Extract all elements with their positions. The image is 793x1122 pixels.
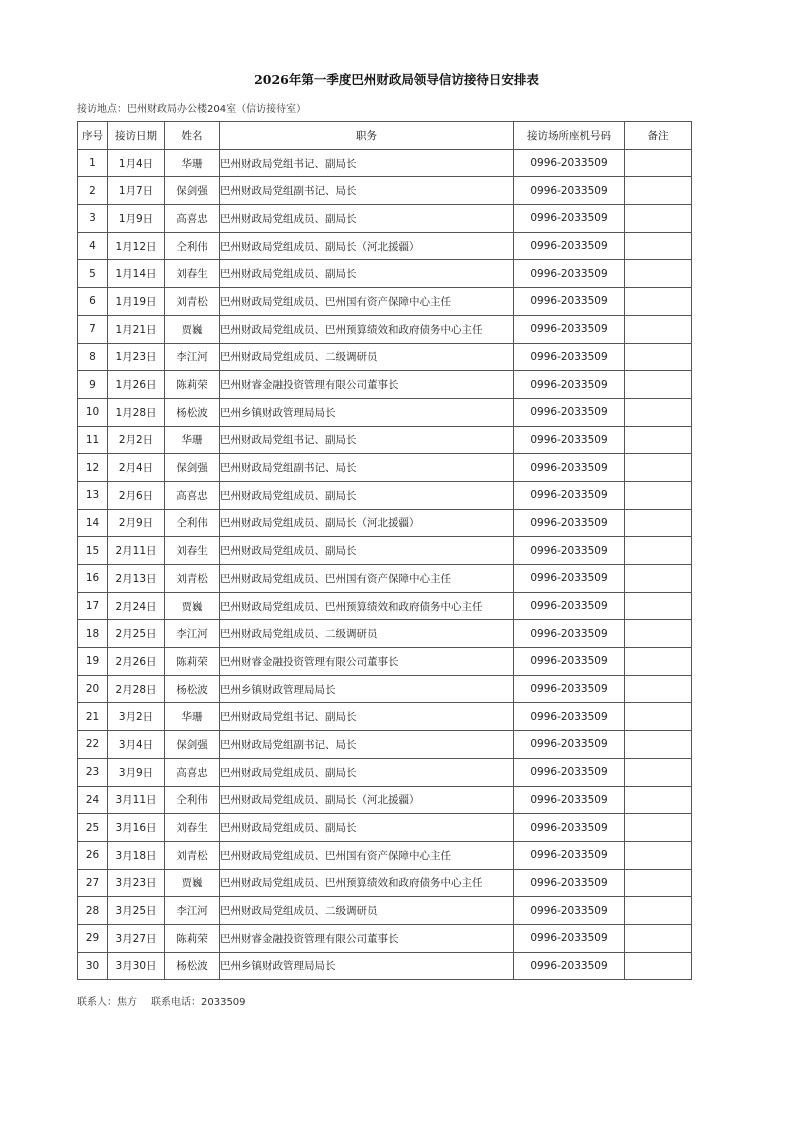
cell-date: 1月19日 [108, 288, 165, 316]
cell-phone: 0996-2033509 [514, 675, 625, 703]
table-row [78, 841, 692, 869]
cell-notes [625, 592, 692, 620]
cell-notes [625, 177, 692, 205]
table-row [78, 288, 692, 316]
cell-seq: 8 [78, 343, 108, 371]
cell-name: 仝利伟 [165, 509, 220, 537]
cell-notes [625, 952, 692, 980]
cell-phone: 0996-2033509 [514, 315, 625, 343]
cell-name: 高喜忠 [165, 758, 220, 786]
reception-schedule-table [77, 121, 692, 980]
cell-date: 1月14日 [108, 260, 165, 288]
cell-notes [625, 371, 692, 399]
cell-phone: 0996-2033509 [514, 343, 625, 371]
cell-date: 2月9日 [108, 509, 165, 537]
cell-phone: 0996-2033509 [514, 620, 625, 648]
cell-phone: 0996-2033509 [514, 509, 625, 537]
cell-date: 1月21日 [108, 315, 165, 343]
table-row [78, 232, 692, 260]
cell-name: 保剑强 [165, 454, 220, 482]
cell-seq: 28 [78, 897, 108, 925]
cell-notes [625, 260, 692, 288]
cell-date: 3月9日 [108, 758, 165, 786]
cell-notes [625, 232, 692, 260]
cell-phone: 0996-2033509 [514, 758, 625, 786]
cell-notes [625, 814, 692, 842]
cell-phone: 0996-2033509 [514, 841, 625, 869]
cell-seq: 23 [78, 758, 108, 786]
contact-person: 联系人：焦方 [77, 997, 137, 1008]
table-row [78, 149, 692, 177]
cell-position: 巴州财政局党组成员、副局长（河北援疆） [220, 509, 514, 537]
cell-seq: 2 [78, 177, 108, 205]
cell-name: 刘春生 [165, 537, 220, 565]
cell-position: 巴州财睿金融投资管理有限公司董事长 [220, 371, 514, 399]
cell-position: 巴州财政局党组成员、二级调研员 [220, 897, 514, 925]
cell-phone: 0996-2033509 [514, 786, 625, 814]
cell-date: 1月12日 [108, 232, 165, 260]
cell-seq: 14 [78, 509, 108, 537]
table-row [78, 260, 692, 288]
cell-notes [625, 648, 692, 676]
cell-name: 陈莉荣 [165, 924, 220, 952]
column-header-position: 职务 [220, 122, 514, 150]
cell-date: 3月16日 [108, 814, 165, 842]
cell-name: 仝利伟 [165, 232, 220, 260]
cell-seq: 11 [78, 426, 108, 454]
cell-date: 1月28日 [108, 398, 165, 426]
cell-name: 李江河 [165, 620, 220, 648]
table-row [78, 481, 692, 509]
column-header-date: 接访日期 [108, 122, 165, 150]
table-row [78, 786, 692, 814]
cell-notes [625, 675, 692, 703]
table-row [78, 924, 692, 952]
cell-position: 巴州财政局党组成员、副局长 [220, 481, 514, 509]
table-row [78, 814, 692, 842]
table-row [78, 177, 692, 205]
table-row [78, 897, 692, 925]
cell-notes [625, 481, 692, 509]
cell-position: 巴州乡镇财政管理局局长 [220, 398, 514, 426]
cell-seq: 6 [78, 288, 108, 316]
cell-seq: 24 [78, 786, 108, 814]
cell-name: 高喜忠 [165, 205, 220, 233]
table-row [78, 371, 692, 399]
table-row [78, 592, 692, 620]
cell-phone: 0996-2033509 [514, 454, 625, 482]
cell-name: 陈莉荣 [165, 648, 220, 676]
cell-phone: 0996-2033509 [514, 703, 625, 731]
cell-name: 保剑强 [165, 177, 220, 205]
cell-date: 2月11日 [108, 537, 165, 565]
cell-phone: 0996-2033509 [514, 398, 625, 426]
column-header-name: 姓名 [165, 122, 220, 150]
cell-notes [625, 897, 692, 925]
table-row [78, 315, 692, 343]
table-row [78, 758, 692, 786]
cell-position: 巴州乡镇财政管理局局长 [220, 675, 514, 703]
cell-seq: 16 [78, 565, 108, 593]
cell-name: 华珊 [165, 426, 220, 454]
cell-date: 3月27日 [108, 924, 165, 952]
cell-name: 贾巍 [165, 315, 220, 343]
cell-phone: 0996-2033509 [514, 288, 625, 316]
cell-position: 巴州财政局党组成员、副局长（河北援疆） [220, 786, 514, 814]
cell-name: 杨松波 [165, 398, 220, 426]
cell-date: 1月23日 [108, 343, 165, 371]
cell-phone: 0996-2033509 [514, 648, 625, 676]
cell-seq: 20 [78, 675, 108, 703]
cell-position: 巴州财政局党组成员、巴州预算绩效和政府债务中心主任 [220, 869, 514, 897]
page-title: 2026年第一季度巴州财政局领导信访接待日安排表 [254, 72, 539, 87]
cell-seq: 18 [78, 620, 108, 648]
cell-position: 巴州财政局党组成员、巴州国有资产保障中心主任 [220, 288, 514, 316]
cell-seq: 1 [78, 149, 108, 177]
cell-position: 巴州财政局党组书记、副局长 [220, 426, 514, 454]
cell-notes [625, 620, 692, 648]
table-row [78, 675, 692, 703]
cell-date: 3月11日 [108, 786, 165, 814]
cell-seq: 27 [78, 869, 108, 897]
cell-notes [625, 537, 692, 565]
cell-position: 巴州财政局党组副书记、局长 [220, 177, 514, 205]
cell-name: 刘青松 [165, 288, 220, 316]
cell-seq: 10 [78, 398, 108, 426]
cell-seq: 22 [78, 731, 108, 759]
cell-position: 巴州财政局党组副书记、局长 [220, 731, 514, 759]
cell-notes [625, 149, 692, 177]
cell-name: 刘青松 [165, 841, 220, 869]
cell-name: 李江河 [165, 343, 220, 371]
cell-notes [625, 731, 692, 759]
cell-name: 华珊 [165, 703, 220, 731]
cell-position: 巴州财政局党组成员、巴州预算绩效和政府债务中心主任 [220, 592, 514, 620]
reception-location: 接访地点：巴州财政局办公楼204室（信访接待室） [77, 104, 307, 115]
cell-notes [625, 398, 692, 426]
cell-name: 李江河 [165, 897, 220, 925]
cell-seq: 4 [78, 232, 108, 260]
column-header-seq: 序号 [78, 122, 108, 150]
cell-seq: 26 [78, 841, 108, 869]
table-header-row [78, 122, 692, 150]
cell-notes [625, 565, 692, 593]
cell-name: 刘春生 [165, 814, 220, 842]
cell-phone: 0996-2033509 [514, 897, 625, 925]
table-row [78, 426, 692, 454]
cell-seq: 17 [78, 592, 108, 620]
cell-name: 华珊 [165, 149, 220, 177]
cell-notes [625, 758, 692, 786]
table-body [78, 149, 692, 980]
cell-phone: 0996-2033509 [514, 481, 625, 509]
cell-seq: 30 [78, 952, 108, 980]
cell-phone: 0996-2033509 [514, 232, 625, 260]
cell-date: 1月9日 [108, 205, 165, 233]
cell-phone: 0996-2033509 [514, 537, 625, 565]
cell-notes [625, 288, 692, 316]
cell-seq: 15 [78, 537, 108, 565]
table-row [78, 398, 692, 426]
cell-seq: 7 [78, 315, 108, 343]
cell-date: 2月2日 [108, 426, 165, 454]
cell-notes [625, 869, 692, 897]
table-row [78, 648, 692, 676]
cell-position: 巴州财睿金融投资管理有限公司董事长 [220, 648, 514, 676]
cell-phone: 0996-2033509 [514, 205, 625, 233]
cell-date: 2月4日 [108, 454, 165, 482]
table-row [78, 703, 692, 731]
cell-date: 3月23日 [108, 869, 165, 897]
cell-date: 2月26日 [108, 648, 165, 676]
cell-name: 贾巍 [165, 592, 220, 620]
cell-notes [625, 703, 692, 731]
cell-notes [625, 315, 692, 343]
contact-footer [77, 993, 246, 1008]
cell-phone: 0996-2033509 [514, 371, 625, 399]
cell-phone: 0996-2033509 [514, 565, 625, 593]
table-row [78, 454, 692, 482]
cell-date: 2月28日 [108, 675, 165, 703]
cell-seq: 3 [78, 205, 108, 233]
cell-name: 贾巍 [165, 869, 220, 897]
contact-phone: 联系电话：2033509 [151, 997, 246, 1008]
table-row [78, 952, 692, 980]
cell-position: 巴州财政局党组成员、巴州预算绩效和政府债务中心主任 [220, 315, 514, 343]
cell-seq: 9 [78, 371, 108, 399]
cell-name: 陈莉荣 [165, 371, 220, 399]
cell-phone: 0996-2033509 [514, 952, 625, 980]
cell-name: 仝利伟 [165, 786, 220, 814]
column-header-notes: 备注 [625, 122, 692, 150]
table-row [78, 565, 692, 593]
cell-name: 杨松波 [165, 952, 220, 980]
cell-phone: 0996-2033509 [514, 177, 625, 205]
cell-notes [625, 509, 692, 537]
cell-position: 巴州财政局党组成员、副局长 [220, 205, 514, 233]
cell-date: 3月18日 [108, 841, 165, 869]
cell-notes [625, 426, 692, 454]
table-row [78, 509, 692, 537]
cell-position: 巴州财政局党组成员、副局长 [220, 537, 514, 565]
cell-name: 刘青松 [165, 565, 220, 593]
cell-date: 3月30日 [108, 952, 165, 980]
cell-phone: 0996-2033509 [514, 149, 625, 177]
cell-seq: 5 [78, 260, 108, 288]
cell-notes [625, 205, 692, 233]
cell-position: 巴州财政局党组成员、巴州国有资产保障中心主任 [220, 565, 514, 593]
cell-date: 2月13日 [108, 565, 165, 593]
cell-notes [625, 841, 692, 869]
cell-seq: 12 [78, 454, 108, 482]
cell-phone: 0996-2033509 [514, 869, 625, 897]
cell-name: 杨松波 [165, 675, 220, 703]
cell-phone: 0996-2033509 [514, 426, 625, 454]
cell-date: 1月7日 [108, 177, 165, 205]
cell-seq: 13 [78, 481, 108, 509]
cell-seq: 21 [78, 703, 108, 731]
table-row [78, 869, 692, 897]
cell-notes [625, 343, 692, 371]
table-row [78, 343, 692, 371]
cell-notes [625, 786, 692, 814]
cell-date: 2月24日 [108, 592, 165, 620]
table-row [78, 205, 692, 233]
cell-phone: 0996-2033509 [514, 814, 625, 842]
cell-date: 2月25日 [108, 620, 165, 648]
cell-seq: 25 [78, 814, 108, 842]
cell-position: 巴州财政局党组成员、二级调研员 [220, 620, 514, 648]
cell-position: 巴州乡镇财政管理局局长 [220, 952, 514, 980]
cell-position: 巴州财政局党组书记、副局长 [220, 703, 514, 731]
table-row [78, 731, 692, 759]
cell-position: 巴州财政局党组副书记、局长 [220, 454, 514, 482]
cell-phone: 0996-2033509 [514, 924, 625, 952]
cell-date: 3月25日 [108, 897, 165, 925]
cell-seq: 29 [78, 924, 108, 952]
cell-position: 巴州财政局党组成员、副局长 [220, 814, 514, 842]
cell-position: 巴州财政局党组成员、副局长 [220, 260, 514, 288]
column-header-phone: 接访场所座机号码 [514, 122, 625, 150]
cell-phone: 0996-2033509 [514, 260, 625, 288]
cell-notes [625, 454, 692, 482]
cell-date: 1月4日 [108, 149, 165, 177]
table-row [78, 620, 692, 648]
cell-name: 刘春生 [165, 260, 220, 288]
cell-notes [625, 924, 692, 952]
cell-date: 3月2日 [108, 703, 165, 731]
cell-position: 巴州财政局党组成员、副局长 [220, 758, 514, 786]
cell-date: 1月26日 [108, 371, 165, 399]
cell-position: 巴州财政局党组成员、副局长（河北援疆） [220, 232, 514, 260]
cell-name: 高喜忠 [165, 481, 220, 509]
cell-name: 保剑强 [165, 731, 220, 759]
cell-date: 3月4日 [108, 731, 165, 759]
cell-position: 巴州财政局党组成员、二级调研员 [220, 343, 514, 371]
cell-seq: 19 [78, 648, 108, 676]
cell-phone: 0996-2033509 [514, 592, 625, 620]
cell-position: 巴州财政局党组书记、副局长 [220, 149, 514, 177]
table-row [78, 537, 692, 565]
cell-phone: 0996-2033509 [514, 731, 625, 759]
cell-date: 2月6日 [108, 481, 165, 509]
cell-position: 巴州财政局党组成员、巴州国有资产保障中心主任 [220, 841, 514, 869]
cell-position: 巴州财睿金融投资管理有限公司董事长 [220, 924, 514, 952]
